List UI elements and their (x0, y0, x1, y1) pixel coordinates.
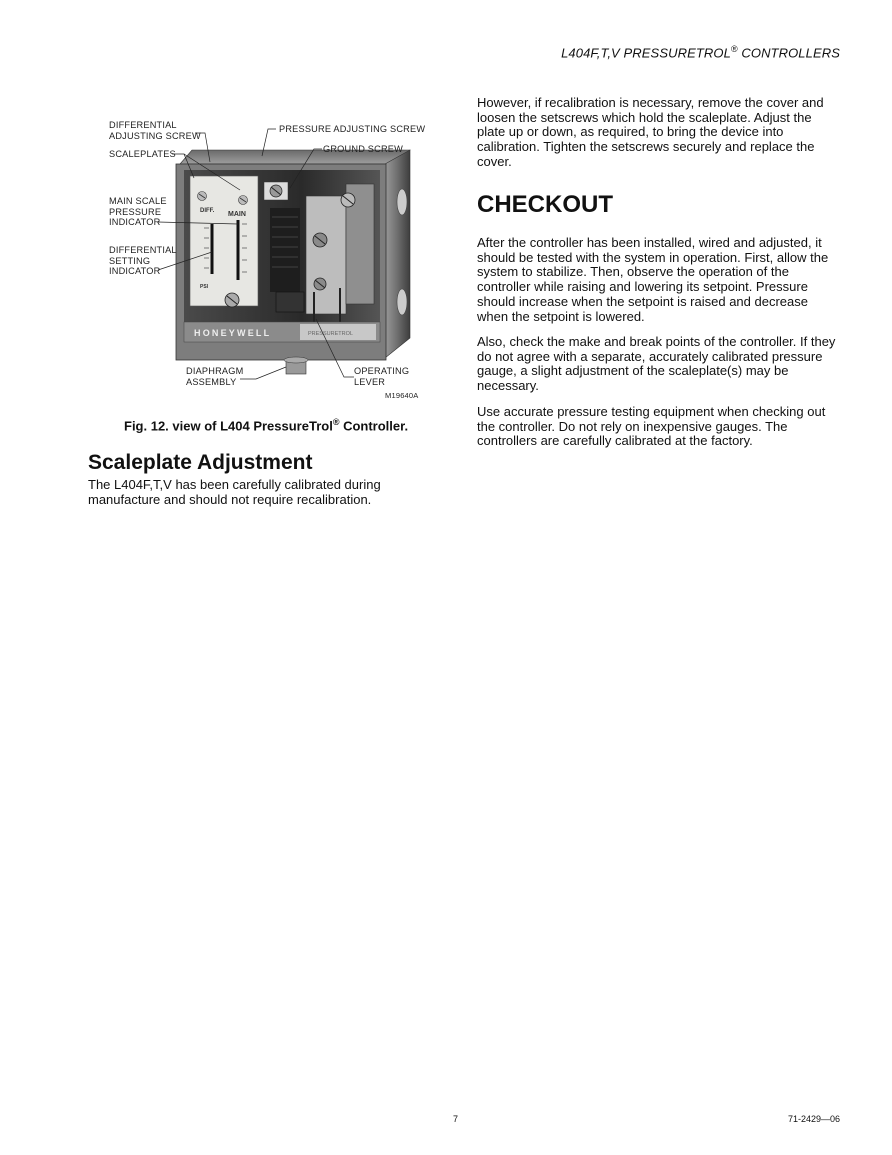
checkout-paragraph-3: Use accurate pressure testing equipment when checking out the controller. Do not rely on inexpensive gauges. The controllers are carefully calibrated at the factory. (477, 404, 826, 449)
scaleplate-adjustment-heading: Scaleplate Adjustment (88, 451, 313, 474)
callout-main-scale-pressure-indicator: MAIN SCALE PRESSURE INDICATOR (109, 196, 167, 227)
scaleplate-paragraph: The L404F,T,V has been carefully calibrated during manufacture and should not require recalibration. (88, 477, 381, 507)
callout-diaphragm-assembly: DIAPHRAGM ASSEMBLY (186, 366, 244, 387)
page-number: 7 (453, 1114, 459, 1124)
main-label: MAIN (228, 211, 246, 218)
callout-differential-adjusting-screw: DIFFERENTIAL ADJUSTING SCREW (109, 120, 201, 141)
running-header: L404F,T,V PRESSURETROL® CONTROLLERS (561, 44, 840, 61)
callout-operating-lever: OPERATING LEVER (354, 366, 410, 387)
checkout-heading: CHECKOUT (477, 191, 613, 218)
recalibration-paragraph: However, if recalibration is necessary, remove the cover and loosen the setscrews which hold the scaleplate. Adjust the plate up or down, as required, to bring the device into calibration. Tighten the setscrews securely and replace the cover. (477, 95, 824, 169)
callout-pressure-adjusting-screw: PRESSURE ADJUSTING SCREW (279, 124, 426, 134)
diff-label: DIFF. (200, 208, 215, 214)
psi-label: PSI (200, 284, 209, 290)
callout-ground-screw: GROUND SCREW (323, 144, 403, 154)
controller-figure (100, 112, 430, 404)
callout-scaleplates: SCALEPLATES (109, 149, 176, 159)
figure-caption: Fig. 12. view of L404 PressureTrol® Controller. (124, 417, 409, 434)
document-number: 71-2429—06 (787, 1114, 840, 1124)
brand-label: HONEYWELL (194, 328, 272, 338)
figure-id: M19640A (385, 391, 419, 400)
callout-differential-setting-indicator: DIFFERENTIAL SETTING INDICATOR (109, 245, 177, 276)
checkout-paragraph-2: Also, check the make and break points of the controller. If they do not agree with a separate, accurately calibrated pressure gauge, a slight adjustment of the scaleplate(s) may be necessary. (477, 334, 836, 394)
model-label: PRESSURETROL (308, 331, 353, 337)
checkout-paragraph-1: After the controller has been installed, wired and adjusted, it should be tested with the system in operation. First, allow the system to stabilize. Then, observe the operation of the controller while raising and lowering its setpoint. Pressure should increase when the setpoint is raised and decrease when the setpoint is lowered. (477, 235, 829, 324)
case-side (385, 150, 410, 358)
